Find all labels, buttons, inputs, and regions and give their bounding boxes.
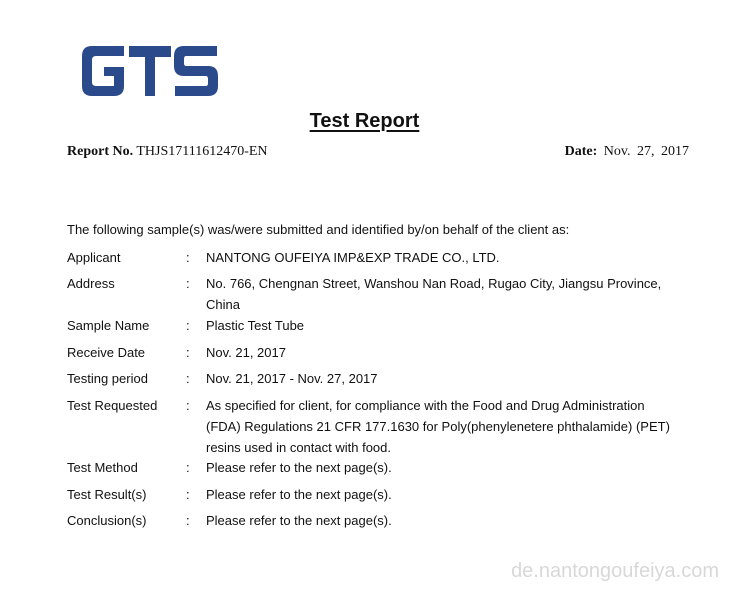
field-label: Test Result(s) (67, 487, 147, 502)
report-date-value: Nov. 27, 2017 (603, 144, 689, 159)
field-separator: : (186, 398, 190, 413)
field-separator: : (186, 345, 190, 360)
field-label: Test Requested (67, 398, 158, 413)
field-label: Conclusion(s) (67, 513, 147, 528)
field-value-line: (FDA) Regulations 21 CFR 177.1630 for Poly(phenylenetere phthalamide) (PET) (206, 419, 670, 434)
field-value-line: As specified for client, for compliance with the Food and Drug Administration (206, 398, 645, 413)
field-value: Plastic Test Tube (206, 318, 305, 333)
report-number-label: Report No. (67, 144, 134, 159)
field-value: NANTONG OUFEIYA IMP&EXP TRADE CO., LTD. (206, 250, 500, 265)
field-separator: : (186, 460, 190, 475)
field-value (206, 395, 696, 458)
gts-logo (80, 44, 220, 98)
field-value: Nov. 21, 2017 (206, 345, 286, 360)
field-separator: : (186, 371, 190, 386)
field-value-line: No. 766, Chengnan Street, Wanshou Nan Road, Rugao City, Jiangsu Province, (206, 276, 662, 291)
intro-text: The following sample(s) was/were submitted and identified by/on behalf of the client as: (67, 222, 570, 237)
field-label: Test Method (67, 460, 138, 475)
field-value (206, 273, 696, 315)
field-value: Please refer to the next page(s). (206, 513, 392, 528)
field-separator: : (186, 276, 190, 291)
field-label: Applicant (67, 250, 121, 265)
field-value: Please refer to the next page(s). (206, 487, 392, 502)
report-date-label: Date: (564, 144, 598, 159)
report-number (67, 144, 268, 160)
field-value: Please refer to the next page(s). (206, 460, 392, 475)
field-value: Nov. 21, 2017 - Nov. 27, 2017 (206, 371, 378, 386)
field-label: Sample Name (67, 318, 150, 333)
field-separator: : (186, 318, 190, 333)
field-value-line: China (206, 297, 240, 312)
watermark: de.nantongoufeiya.com (511, 560, 719, 582)
field-separator: : (186, 250, 190, 265)
field-label: Testing period (67, 371, 148, 386)
field-separator: : (186, 513, 190, 528)
field-label: Receive Date (67, 345, 146, 360)
field-separator: : (186, 487, 190, 502)
field-label: Address (67, 276, 115, 291)
field-value-line: resins used in contact with food. (206, 440, 391, 455)
report-date (565, 144, 689, 160)
report-number-value: THJS17111612470-EN (136, 144, 268, 159)
report-title: Test Report (309, 110, 420, 132)
